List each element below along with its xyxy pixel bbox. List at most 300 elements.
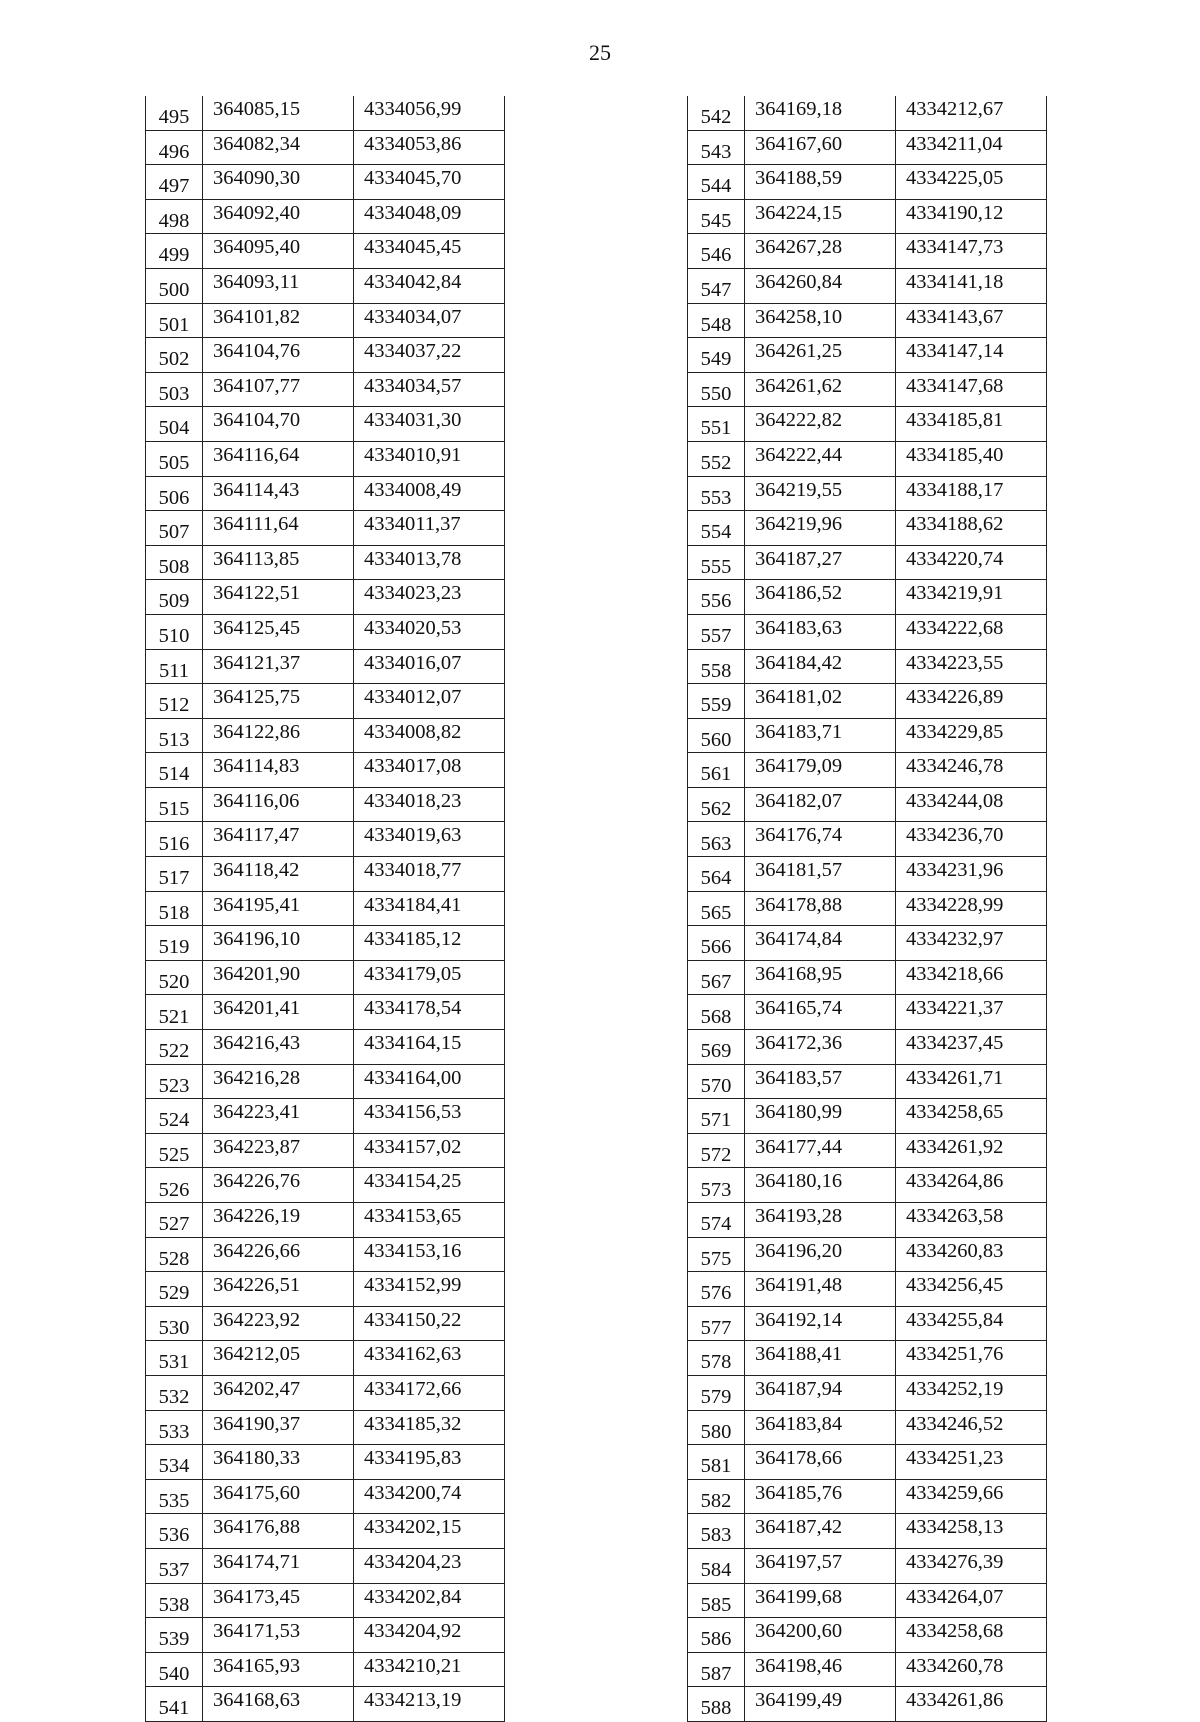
table-row [688,130,1047,165]
point-number-cell: 496 [146,130,203,165]
point-number-cell: 497 [146,165,203,200]
x-coordinate-cell: 364190,37 [203,1410,354,1445]
table-row [688,1272,1047,1307]
table-row [688,580,1047,615]
x-coordinate-cell: 364168,63 [203,1687,354,1722]
table-row [146,1341,505,1376]
x-coordinate-cell: 364201,90 [203,960,354,995]
point-number-cell: 519 [146,926,203,961]
table-row [688,1375,1047,1410]
table-row [146,787,505,822]
y-coordinate-cell: 4334010,91 [354,441,505,476]
x-coordinate-cell: 364216,28 [203,1064,354,1099]
table-row [146,580,505,615]
x-coordinate-cell: 364104,70 [203,407,354,442]
x-coordinate-cell: 364183,63 [745,614,896,649]
x-coordinate-cell: 364125,75 [203,684,354,719]
table-row [146,1410,505,1445]
point-number-cell: 567 [688,960,745,995]
x-coordinate-cell: 364260,84 [745,268,896,303]
point-number-cell: 516 [146,822,203,857]
y-coordinate-cell: 4334143,67 [896,303,1047,338]
point-number-cell: 583 [688,1514,745,1549]
x-coordinate-cell: 364182,07 [745,787,896,822]
point-number-cell: 507 [146,511,203,546]
x-coordinate-cell: 364178,88 [745,891,896,926]
x-coordinate-cell: 364226,51 [203,1272,354,1307]
x-coordinate-cell: 364175,60 [203,1479,354,1514]
table-row [146,130,505,165]
table-row [688,199,1047,234]
y-coordinate-cell: 4334185,81 [896,407,1047,442]
point-number-cell: 564 [688,857,745,892]
y-coordinate-cell: 4334264,07 [896,1583,1047,1618]
x-coordinate-cell: 364200,60 [745,1618,896,1653]
table-row [688,649,1047,684]
y-coordinate-cell: 4334188,62 [896,511,1047,546]
table-row [146,96,505,130]
y-coordinate-cell: 4334210,21 [354,1652,505,1687]
x-coordinate-cell: 364184,42 [745,649,896,684]
x-coordinate-cell: 364179,09 [745,753,896,788]
table-row [146,1618,505,1653]
x-coordinate-cell: 364181,02 [745,684,896,719]
point-number-cell: 495 [146,96,203,130]
x-coordinate-cell: 364093,11 [203,268,354,303]
table-row [146,1479,505,1514]
table-row [146,234,505,269]
y-coordinate-cell: 4334042,84 [354,268,505,303]
point-number-cell: 559 [688,684,745,719]
table-row [688,718,1047,753]
table-row [688,1445,1047,1480]
x-coordinate-cell: 364192,14 [745,1306,896,1341]
point-number-cell: 531 [146,1341,203,1376]
y-coordinate-cell: 4334260,78 [896,1652,1047,1687]
x-coordinate-cell: 364188,41 [745,1341,896,1376]
y-coordinate-cell: 4334019,63 [354,822,505,857]
x-coordinate-cell: 364198,46 [745,1652,896,1687]
x-coordinate-cell: 364222,44 [745,441,896,476]
point-number-cell: 586 [688,1618,745,1653]
y-coordinate-cell: 4334162,63 [354,1341,505,1376]
x-coordinate-cell: 364196,10 [203,926,354,961]
point-number-cell: 536 [146,1514,203,1549]
point-number-cell: 579 [688,1375,745,1410]
table-row [688,338,1047,373]
point-number-cell: 542 [688,96,745,130]
x-coordinate-cell: 364181,57 [745,857,896,892]
point-number-cell: 545 [688,199,745,234]
y-coordinate-cell: 4334195,83 [354,1445,505,1480]
x-coordinate-cell: 364172,36 [745,1030,896,1065]
point-number-cell: 505 [146,441,203,476]
point-number-cell: 565 [688,891,745,926]
x-coordinate-cell: 364101,82 [203,303,354,338]
x-coordinate-cell: 364180,33 [203,1445,354,1480]
y-coordinate-cell: 4334056,99 [354,96,505,130]
table-row [146,441,505,476]
y-coordinate-cell: 4334202,15 [354,1514,505,1549]
table-row [688,372,1047,407]
y-coordinate-cell: 4334185,32 [354,1410,505,1445]
table-row [688,1203,1047,1238]
x-coordinate-cell: 364176,74 [745,822,896,857]
point-number-cell: 570 [688,1064,745,1099]
y-coordinate-cell: 4334225,05 [896,165,1047,200]
table-row [688,1410,1047,1445]
y-coordinate-cell: 4334185,12 [354,926,505,961]
y-coordinate-cell: 4334045,70 [354,165,505,200]
point-number-cell: 501 [146,303,203,338]
point-number-cell: 587 [688,1652,745,1687]
point-number-cell: 510 [146,614,203,649]
point-number-cell: 551 [688,407,745,442]
x-coordinate-cell: 364219,55 [745,476,896,511]
y-coordinate-cell: 4334261,92 [896,1133,1047,1168]
point-number-cell: 578 [688,1341,745,1376]
point-number-cell: 523 [146,1064,203,1099]
y-coordinate-cell: 4334190,12 [896,199,1047,234]
coordinates-table-left [145,96,505,1722]
x-coordinate-cell: 364193,28 [745,1203,896,1238]
table-row [146,1306,505,1341]
y-coordinate-cell: 4334147,73 [896,234,1047,269]
point-number-cell: 554 [688,511,745,546]
x-coordinate-cell: 364171,53 [203,1618,354,1653]
table-row [688,1618,1047,1653]
y-coordinate-cell: 4334223,55 [896,649,1047,684]
y-coordinate-cell: 4334246,78 [896,753,1047,788]
y-coordinate-cell: 4334008,49 [354,476,505,511]
table-row [146,268,505,303]
x-coordinate-cell: 364261,25 [745,338,896,373]
point-number-cell: 573 [688,1168,745,1203]
point-number-cell: 539 [146,1618,203,1653]
table-row [688,545,1047,580]
table-row [146,995,505,1030]
x-coordinate-cell: 364122,86 [203,718,354,753]
y-coordinate-cell: 4334213,19 [354,1687,505,1722]
y-coordinate-cell: 4334141,18 [896,268,1047,303]
table-row [146,649,505,684]
x-coordinate-cell: 364202,47 [203,1375,354,1410]
point-number-cell: 576 [688,1272,745,1307]
x-coordinate-cell: 364191,48 [745,1272,896,1307]
table-row [146,614,505,649]
x-coordinate-cell: 364180,16 [745,1168,896,1203]
x-coordinate-cell: 364165,93 [203,1652,354,1687]
point-number-cell: 527 [146,1203,203,1238]
point-number-cell: 502 [146,338,203,373]
point-number-cell: 571 [688,1099,745,1134]
point-number-cell: 561 [688,753,745,788]
y-coordinate-cell: 4334034,57 [354,372,505,407]
point-number-cell: 572 [688,1133,745,1168]
point-number-cell: 553 [688,476,745,511]
x-coordinate-cell: 364186,52 [745,580,896,615]
point-number-cell: 535 [146,1479,203,1514]
x-coordinate-cell: 364090,30 [203,165,354,200]
point-number-cell: 504 [146,407,203,442]
x-coordinate-cell: 364219,96 [745,511,896,546]
x-coordinate-cell: 364261,62 [745,372,896,407]
page-number: 25 [589,40,611,65]
point-number-cell: 556 [688,580,745,615]
point-number-cell: 514 [146,753,203,788]
table-row [688,926,1047,961]
x-coordinate-cell: 364196,20 [745,1237,896,1272]
x-coordinate-cell: 364195,41 [203,891,354,926]
point-number-cell: 549 [688,338,745,373]
x-coordinate-cell: 364085,15 [203,96,354,130]
table-row [688,1652,1047,1687]
x-coordinate-cell: 364222,82 [745,407,896,442]
y-coordinate-cell: 4334020,53 [354,614,505,649]
point-number-cell: 558 [688,649,745,684]
point-number-cell: 585 [688,1583,745,1618]
y-coordinate-cell: 4334228,99 [896,891,1047,926]
y-coordinate-cell: 4334220,74 [896,545,1047,580]
y-coordinate-cell: 4334232,97 [896,926,1047,961]
point-number-cell: 503 [146,372,203,407]
table-row [688,822,1047,857]
x-coordinate-cell: 364118,42 [203,857,354,892]
table-row [688,857,1047,892]
table-row [688,614,1047,649]
y-coordinate-cell: 4334202,84 [354,1583,505,1618]
x-coordinate-cell: 364223,87 [203,1133,354,1168]
table-row [688,1514,1047,1549]
x-coordinate-cell: 364187,42 [745,1514,896,1549]
y-coordinate-cell: 4334185,40 [896,441,1047,476]
x-coordinate-cell: 364114,83 [203,753,354,788]
table-row [146,1375,505,1410]
x-coordinate-cell: 364180,99 [745,1099,896,1134]
x-coordinate-cell: 364258,10 [745,303,896,338]
table-row [688,407,1047,442]
y-coordinate-cell: 4334200,74 [354,1479,505,1514]
table-row [688,1030,1047,1065]
point-number-cell: 530 [146,1306,203,1341]
table-row [146,684,505,719]
point-number-cell: 517 [146,857,203,892]
table-row [688,1583,1047,1618]
x-coordinate-cell: 364177,44 [745,1133,896,1168]
point-number-cell: 575 [688,1237,745,1272]
table-row [688,1306,1047,1341]
x-coordinate-cell: 364167,60 [745,130,896,165]
point-number-cell: 498 [146,199,203,234]
y-coordinate-cell: 4334221,37 [896,995,1047,1030]
x-coordinate-cell: 364121,37 [203,649,354,684]
y-coordinate-cell: 4334147,14 [896,338,1047,373]
point-number-cell: 515 [146,787,203,822]
x-coordinate-cell: 364168,95 [745,960,896,995]
table-row [146,407,505,442]
coordinates-table-right [687,96,1047,1722]
point-number-cell: 518 [146,891,203,926]
x-coordinate-cell: 364113,85 [203,545,354,580]
point-number-cell: 533 [146,1410,203,1445]
x-coordinate-cell: 364212,05 [203,1341,354,1376]
y-coordinate-cell: 4334237,45 [896,1030,1047,1065]
y-coordinate-cell: 4334016,07 [354,649,505,684]
y-coordinate-cell: 4334212,67 [896,96,1047,130]
table-row [146,1687,505,1722]
x-coordinate-cell: 364174,71 [203,1548,354,1583]
y-coordinate-cell: 4334244,08 [896,787,1047,822]
x-coordinate-cell: 364199,68 [745,1583,896,1618]
table-row [146,753,505,788]
y-coordinate-cell: 4334261,71 [896,1064,1047,1099]
table-row [146,1099,505,1134]
table-row [146,891,505,926]
y-coordinate-cell: 4334164,00 [354,1064,505,1099]
point-number-cell: 534 [146,1445,203,1480]
table-row [146,476,505,511]
y-coordinate-cell: 4334218,66 [896,960,1047,995]
point-number-cell: 546 [688,234,745,269]
y-coordinate-cell: 4334219,91 [896,580,1047,615]
x-coordinate-cell: 364169,18 [745,96,896,130]
x-coordinate-cell: 364107,77 [203,372,354,407]
point-number-cell: 577 [688,1306,745,1341]
table-row [688,1168,1047,1203]
point-number-cell: 540 [146,1652,203,1687]
table-row [146,1168,505,1203]
table-row [146,857,505,892]
x-coordinate-cell: 364116,06 [203,787,354,822]
point-number-cell: 538 [146,1583,203,1618]
x-coordinate-cell: 364185,76 [745,1479,896,1514]
table-row [688,96,1047,130]
table-row [146,1445,505,1480]
table-row [688,753,1047,788]
x-coordinate-cell: 364226,66 [203,1237,354,1272]
table-row [146,303,505,338]
point-number-cell: 500 [146,268,203,303]
point-number-cell: 580 [688,1410,745,1445]
x-coordinate-cell: 364178,66 [745,1445,896,1480]
y-coordinate-cell: 4334017,08 [354,753,505,788]
table-row [146,718,505,753]
x-coordinate-cell: 364173,45 [203,1583,354,1618]
table-row [146,926,505,961]
point-number-cell: 524 [146,1099,203,1134]
x-coordinate-cell: 364183,57 [745,1064,896,1099]
point-number-cell: 499 [146,234,203,269]
y-coordinate-cell: 4334013,78 [354,545,505,580]
point-number-cell: 588 [688,1687,745,1722]
table-row [146,1514,505,1549]
table-row [146,1237,505,1272]
y-coordinate-cell: 4334037,22 [354,338,505,373]
table-row [688,1548,1047,1583]
y-coordinate-cell: 4334156,53 [354,1099,505,1134]
table-row [146,511,505,546]
table-row [688,1687,1047,1722]
y-coordinate-cell: 4334157,02 [354,1133,505,1168]
y-coordinate-cell: 4334011,37 [354,511,505,546]
point-number-cell: 562 [688,787,745,822]
table-row [688,476,1047,511]
y-coordinate-cell: 4334204,92 [354,1618,505,1653]
point-number-cell: 548 [688,303,745,338]
x-coordinate-cell: 364116,64 [203,441,354,476]
table-row [146,822,505,857]
x-coordinate-cell: 364187,94 [745,1375,896,1410]
y-coordinate-cell: 4334251,76 [896,1341,1047,1376]
y-coordinate-cell: 4334018,23 [354,787,505,822]
point-number-cell: 526 [146,1168,203,1203]
y-coordinate-cell: 4334045,45 [354,234,505,269]
y-coordinate-cell: 4334152,99 [354,1272,505,1307]
y-coordinate-cell: 4334031,30 [354,407,505,442]
y-coordinate-cell: 4334229,85 [896,718,1047,753]
y-coordinate-cell: 4334008,82 [354,718,505,753]
y-coordinate-cell: 4334258,65 [896,1099,1047,1134]
point-number-cell: 557 [688,614,745,649]
table-row [688,1133,1047,1168]
point-number-cell: 522 [146,1030,203,1065]
y-coordinate-cell: 4334251,23 [896,1445,1047,1480]
x-coordinate-cell: 364111,64 [203,511,354,546]
table-row [688,441,1047,476]
table-row [688,1479,1047,1514]
x-coordinate-cell: 364223,41 [203,1099,354,1134]
y-coordinate-cell: 4334188,17 [896,476,1047,511]
point-number-cell: 555 [688,545,745,580]
y-coordinate-cell: 4334222,68 [896,614,1047,649]
table-row [688,1237,1047,1272]
y-coordinate-cell: 4334211,04 [896,130,1047,165]
table-row [146,1652,505,1687]
point-number-cell: 513 [146,718,203,753]
point-number-cell: 547 [688,268,745,303]
y-coordinate-cell: 4334226,89 [896,684,1047,719]
x-coordinate-cell: 364216,43 [203,1030,354,1065]
table-row [146,545,505,580]
point-number-cell: 520 [146,960,203,995]
table-row [146,1203,505,1238]
point-number-cell: 550 [688,372,745,407]
x-coordinate-cell: 364183,84 [745,1410,896,1445]
x-coordinate-cell: 364226,19 [203,1203,354,1238]
x-coordinate-cell: 364082,34 [203,130,354,165]
point-number-cell: 537 [146,1548,203,1583]
y-coordinate-cell: 4334255,84 [896,1306,1047,1341]
x-coordinate-cell: 364117,47 [203,822,354,857]
y-coordinate-cell: 4334172,66 [354,1375,505,1410]
y-coordinate-cell: 4334261,86 [896,1687,1047,1722]
y-coordinate-cell: 4334048,09 [354,199,505,234]
y-coordinate-cell: 4334263,58 [896,1203,1047,1238]
x-coordinate-cell: 364188,59 [745,165,896,200]
point-number-cell: 532 [146,1375,203,1410]
y-coordinate-cell: 4334153,16 [354,1237,505,1272]
x-coordinate-cell: 364183,71 [745,718,896,753]
table-row [688,787,1047,822]
y-coordinate-cell: 4334150,22 [354,1306,505,1341]
table-row [688,1099,1047,1134]
y-coordinate-cell: 4334259,66 [896,1479,1047,1514]
x-coordinate-cell: 364125,45 [203,614,354,649]
y-coordinate-cell: 4334012,07 [354,684,505,719]
point-number-cell: 528 [146,1237,203,1272]
table-row [688,1064,1047,1099]
x-coordinate-cell: 364092,40 [203,199,354,234]
